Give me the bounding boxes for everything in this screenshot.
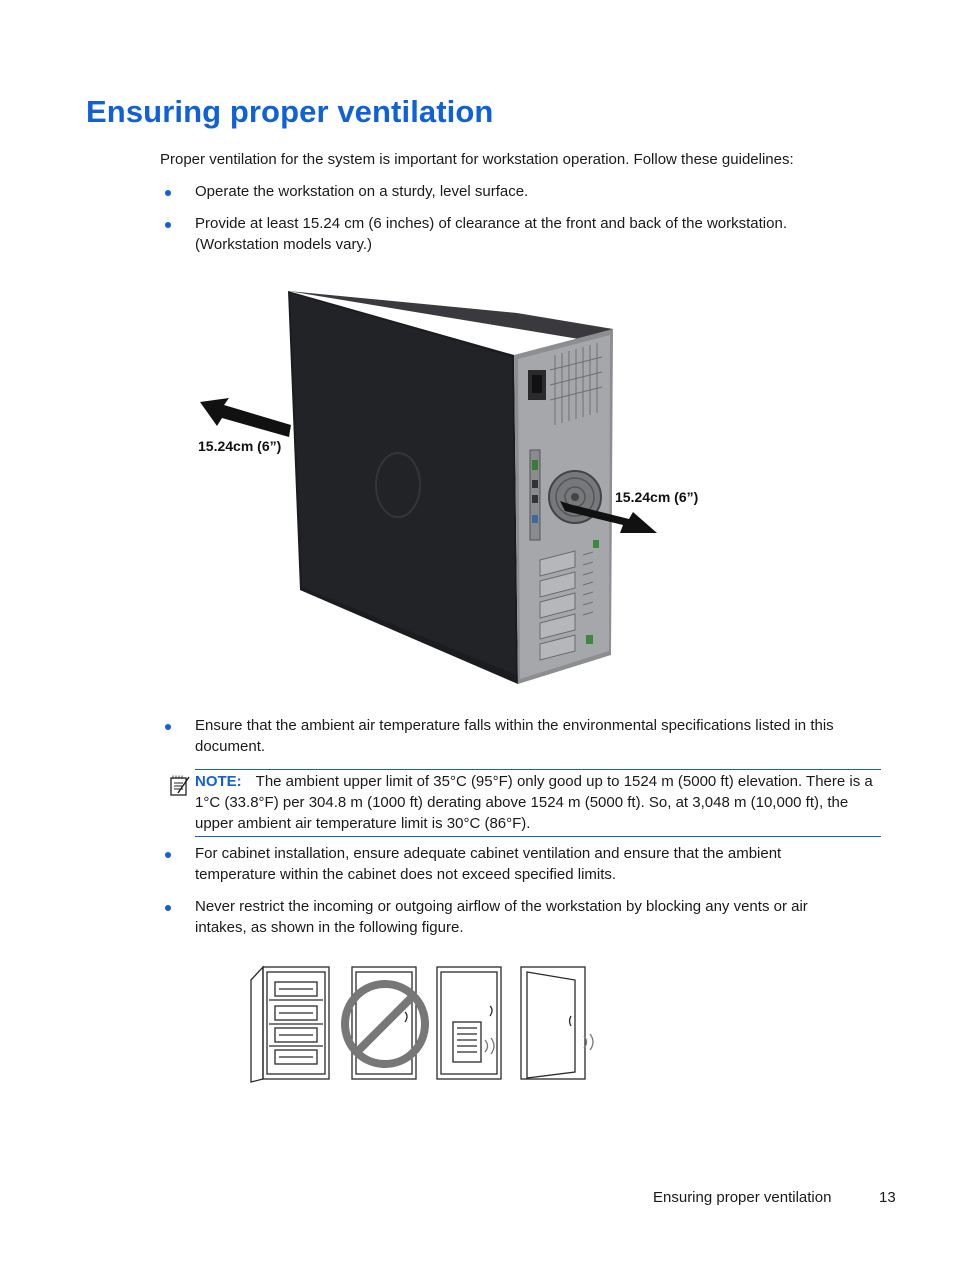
- bullet-dot: [165, 222, 171, 228]
- list-item: [160, 213, 840, 255]
- bullet-text: For cabinet installation, ensure adequate cabinet ventilation and ensure that the ambient temperature within the cabinet does not exceed specified limits.: [195, 845, 782, 883]
- bullet-dot: [165, 190, 171, 196]
- footer-page-number: 13: [879, 1189, 896, 1206]
- bullet-text: Provide at least 15.24 cm (6 inches) of clearance at the front and back of the workstation. (Workstation models vary.): [195, 215, 787, 253]
- airflow-restriction-illustration: [245, 962, 605, 1087]
- blocked-airflow-figure: [245, 962, 605, 1087]
- bullet-dot: [165, 905, 171, 911]
- bullet-text: Operate the workstation on a sturdy, level surface.: [195, 183, 529, 200]
- note-label: NOTE:: [195, 773, 242, 790]
- bullet-dot: [165, 724, 171, 730]
- footer-section-title: Ensuring proper ventilation: [653, 1189, 832, 1206]
- note-text: The ambient upper limit of 35°C (95°F) only good up to 1524 m (5000 ft) elevation. There is a 1°C (33.8°F) per 304.8 m (1000 ft) derating above 1524 m (5000 ft). So, at 3,048 m (10,000 ft), the upper ambient air temperature limit is 30°C (86°F).: [195, 773, 873, 832]
- bullet-dot: [165, 852, 171, 858]
- list-item: [160, 181, 860, 202]
- bullet-text: Ensure that the ambient air temperature falls within the environmental specifications listed in this document.: [195, 717, 834, 755]
- page-title: Ensuring proper ventilation: [86, 94, 494, 129]
- clearance-label-back: 15.24cm (6”): [615, 489, 699, 505]
- clearance-label-front: 15.24cm (6”): [198, 438, 282, 454]
- intro-paragraph: Proper ventilation for the system is important for workstation operation. Follow these guidelines:: [160, 151, 794, 168]
- list-item: [160, 843, 840, 885]
- workstation-clearance-figure: [190, 275, 730, 690]
- workstation-tower-illustration: [190, 275, 730, 690]
- note-pad-icon: [169, 775, 191, 797]
- list-item: [160, 715, 860, 757]
- bullet-text: Never restrict the incoming or outgoing airflow of the workstation by blocking any vents or air intakes, as shown in the following figure.: [195, 898, 808, 936]
- note-box: [195, 769, 881, 837]
- list-item: [160, 896, 860, 938]
